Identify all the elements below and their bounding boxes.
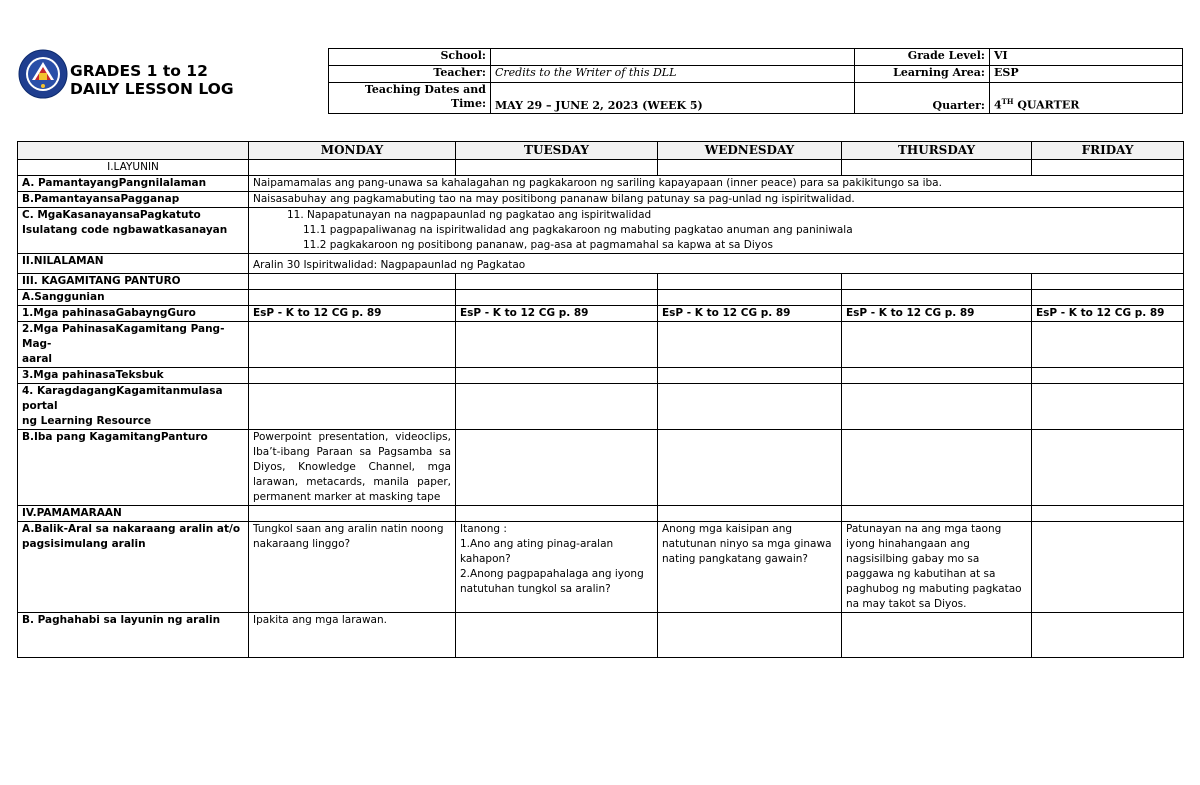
kasanayan-label-line-1: C. MgaKasanayansaPagkatuto — [22, 209, 201, 221]
quarter-number: 4 — [994, 99, 1002, 112]
gabay-thursday: EsP - K to 12 CG p. 89 — [842, 306, 1032, 322]
kasanayan-line-3: 11.2 pagkakaroon ng positibong pananaw, pag-asa at pagmamahal sa kapwa at sa Diyos — [303, 239, 773, 251]
paghahabi-label: B. Paghahabi sa layunin ng aralin — [18, 613, 249, 658]
nilalaman-value: Aralin 30 Ispiritwalidad: Nagpapaunlad ng Pagkatao — [249, 254, 1184, 274]
gabay-guro-label: 1.Mga pahinasaGabayngGuro — [18, 306, 249, 322]
pamantayan-pagganap-label: B.PamantayansaPagganap — [18, 192, 249, 208]
dates-label-line-2: Time: — [450, 97, 486, 110]
kasanayan-line-2: 11.1 pagpapaliwanag na ispiritwalidad ang pagkakaroon ng mabuting pagkatao anuman ang paniniwala — [303, 224, 853, 236]
pamantayang-pangnilalaman-label: A. PamantayangPangnilalaman — [18, 176, 249, 192]
page-title — [70, 62, 234, 98]
dates-value: MAY 29 – JUNE 2, 2023 (WEEK 5) — [491, 83, 855, 114]
table-row — [18, 506, 1184, 522]
table-row — [18, 322, 1184, 368]
teksbuk-label: 3.Mga pahinasaTeksbuk — [18, 368, 249, 384]
quarter-suffix: TH — [1001, 97, 1014, 107]
dates-label-line-1: Teaching Dates and — [364, 83, 486, 96]
title-line-1: GRADES 1 to 12 — [70, 62, 208, 80]
gabay-wednesday: EsP - K to 12 CG p. 89 — [658, 306, 842, 322]
table-row — [18, 522, 1184, 613]
balik-aral-label — [18, 522, 249, 613]
kasanayan-label-line-2: Isulatang code ngbawatkasanayan — [22, 224, 228, 236]
table-row — [18, 254, 1184, 274]
header-info-table — [328, 48, 1183, 114]
day-header-empty — [18, 142, 249, 160]
learning-area-label: Learning Area: — [855, 66, 990, 83]
karagdagang-line-1: 4. KaragdagangKagamitanmulasa portal — [22, 385, 223, 412]
title-line-2: DAILY LESSON LOG — [70, 80, 234, 98]
karagdagang-label — [18, 384, 249, 430]
grade-level-value: VI — [990, 49, 1183, 66]
balik-aral-tuesday-3: 2.Anong pagpapahalaga ang iyong natutuhan tungkol sa aralin? — [460, 568, 644, 595]
balik-aral-monday: Tungkol saan ang aralin natin noong nakaraang linggo? — [249, 522, 456, 613]
iba-pang-label: B.Iba pang KagamitangPanturo — [18, 430, 249, 506]
quarter-label: Quarter: — [855, 83, 990, 114]
table-row — [18, 160, 1184, 176]
table-row — [18, 274, 1184, 290]
day-header-row — [18, 142, 1184, 160]
quarter-value — [990, 83, 1183, 114]
gabay-tuesday: EsP - K to 12 CG p. 89 — [456, 306, 658, 322]
karagdagang-line-2: ng Learning Resource — [22, 415, 152, 427]
school-label: School: — [329, 49, 491, 66]
paghahabi-monday: Ipakita ang mga larawan. — [249, 613, 456, 658]
balik-aral-line-1: A.Balik-Aral sa nakaraang aralin at/o — [22, 523, 241, 535]
layunin-label: I.LAYUNIN — [18, 160, 249, 176]
day-header-thursday: THURSDAY — [842, 142, 1032, 160]
table-row — [18, 368, 1184, 384]
kasanayan-label — [18, 208, 249, 254]
nilalaman-label: II.NILALAMAN — [18, 254, 249, 274]
table-row — [18, 384, 1184, 430]
lesson-log-table — [17, 141, 1184, 658]
day-header-monday: MONDAY — [249, 142, 456, 160]
learning-area-value: ESP — [990, 66, 1183, 83]
day-header-wednesday: WEDNESDAY — [658, 142, 842, 160]
kasanayan-value — [249, 208, 1184, 254]
balik-aral-tuesday-2: 1.Ano ang ating pinag-aralan kahapon? — [460, 538, 614, 565]
gabay-monday: EsP - K to 12 CG p. 89 — [249, 306, 456, 322]
iba-pang-monday: Powerpoint presentation, videoclips, Iba’t-ibang Paraan sa Pagsamba sa Diyos, Knowledge Channel, mga larawan, metacards, manila paper, permanent marker at masking tape — [249, 430, 456, 506]
balik-aral-line-2: pagsisimulang aralin — [22, 538, 146, 550]
day-header-friday: FRIDAY — [1032, 142, 1184, 160]
table-row — [18, 430, 1184, 506]
kagamitang-mag-aaral-line-2: aaral — [22, 353, 53, 365]
balik-aral-tuesday — [456, 522, 658, 613]
kasanayan-line-1: 11. Napapatunayan na nagpapaunlad ng pagkatao ang ispiritwalidad — [287, 209, 652, 221]
pamantayan-pagganap-value: Naisasabuhay ang pagkamabuting tao na may positibong pananaw bilang patunay sa pag-unlad ng ispiritwalidad. — [249, 192, 1184, 208]
kagamitang-mag-aaral-label — [18, 322, 249, 368]
balik-aral-thursday: Patunayan na ang mga taong iyong hinahangaan ang nagsisilbing gabay mo sa paggawa ng kabutihan at sa paghubog ng mabuting pagkatao na may takot sa Diyos. — [842, 522, 1032, 613]
table-row — [18, 192, 1184, 208]
pamantayang-pangnilalaman-value: Naipamamalas ang pang-unawa sa kahalagahan ng pagkakaroon ng sariling kapayapaan (inner peace) para sa pakikitungo sa iba. — [249, 176, 1184, 192]
balik-aral-wednesday: Anong mga kaisipan ang natutunan ninyo sa mga ginawa nating pangkatang gawain? — [658, 522, 842, 613]
dates-label — [329, 83, 491, 114]
teacher-label: Teacher: — [329, 66, 491, 83]
table-row — [18, 613, 1184, 658]
balik-aral-tuesday-1: Itanong : — [460, 523, 507, 535]
school-value — [491, 49, 855, 66]
pamamaraan-label: IV.PAMAMARAAN — [18, 506, 249, 522]
teacher-value: Credits to the Writer of this DLL — [491, 66, 855, 83]
table-row — [18, 176, 1184, 192]
day-header-tuesday: TUESDAY — [456, 142, 658, 160]
table-row — [18, 208, 1184, 254]
grade-level-label: Grade Level: — [855, 49, 990, 66]
table-row — [18, 290, 1184, 306]
deped-seal-logo — [18, 49, 68, 99]
kagamitang-mag-aaral-line-1: 2.Mga PahinasaKagamitang Pang-Mag- — [22, 323, 225, 350]
gabay-friday: EsP - K to 12 CG p. 89 — [1032, 306, 1184, 322]
quarter-word: QUARTER — [1013, 99, 1080, 112]
sanggunian-label: A.Sanggunian — [18, 290, 249, 306]
table-row — [18, 306, 1184, 322]
kagamitang-panturo-label: III. KAGAMITANG PANTURO — [18, 274, 249, 290]
